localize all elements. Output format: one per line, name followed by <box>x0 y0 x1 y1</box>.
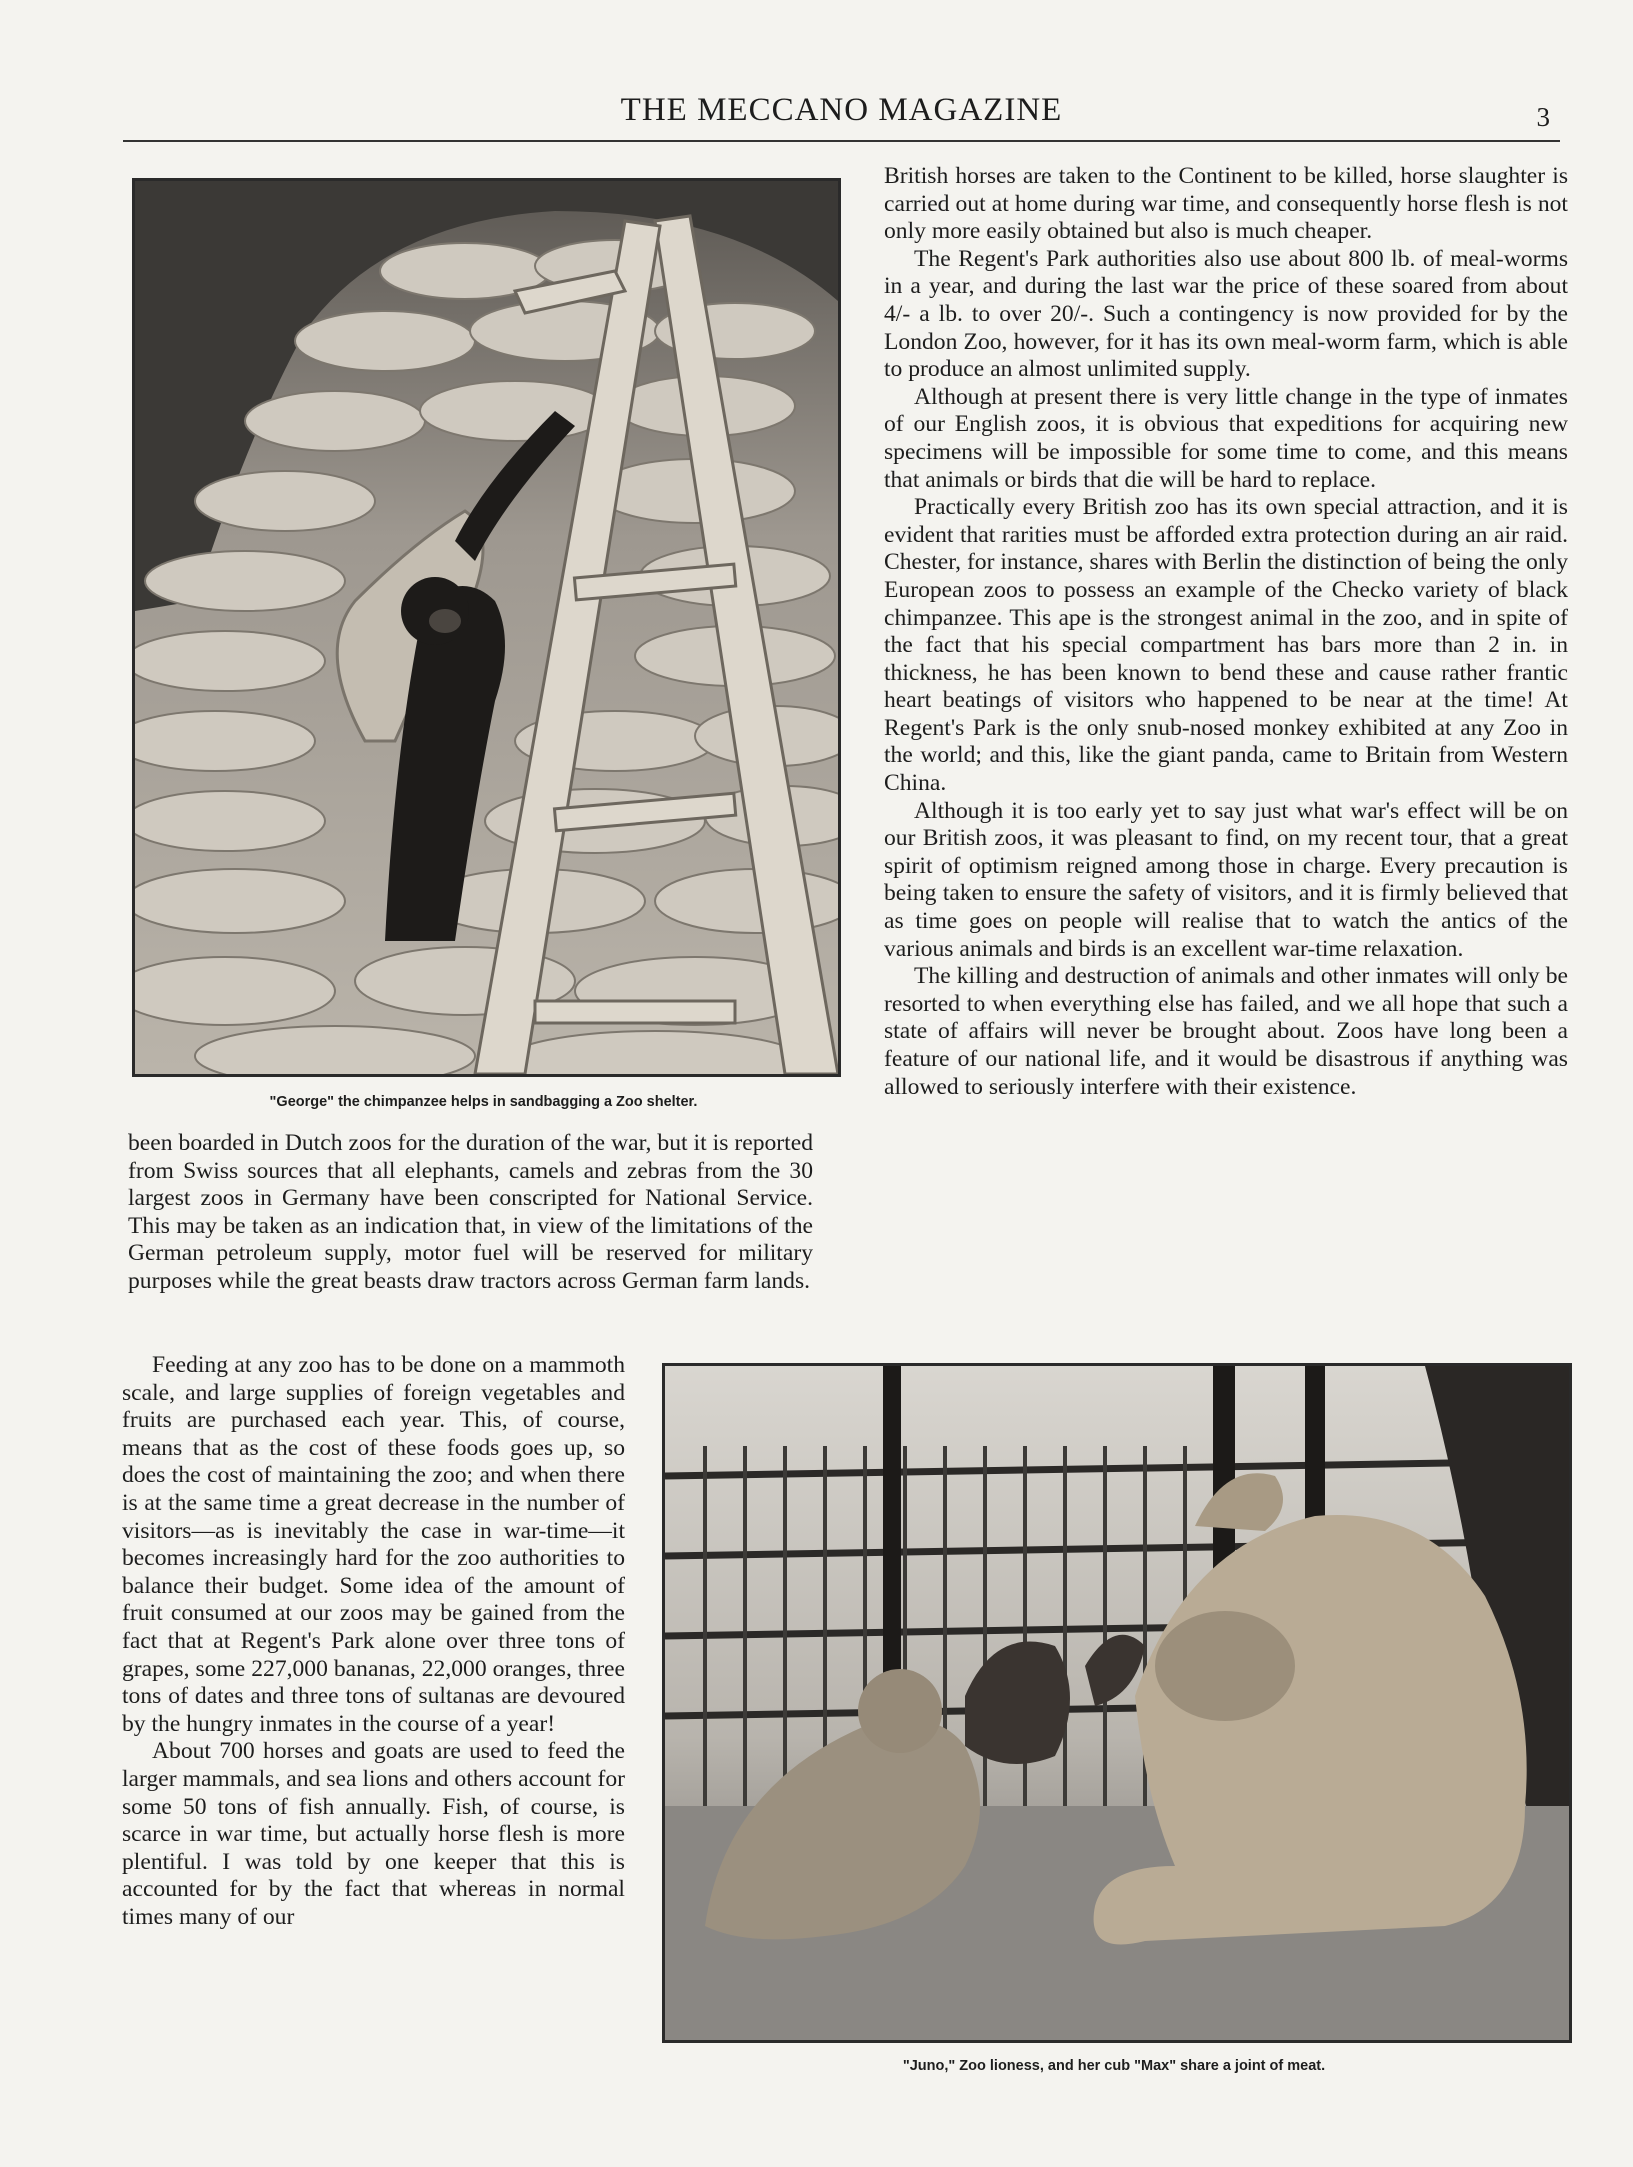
paragraph: Feeding at any zoo has to be done on a mammoth scale, and large supplies of foreign vegetables and fruits are purchased each year. This, of course, means that as the cost of these foods goes up, so does the cost of maintaining the zoo; and when there is at the same time a great decrease in the number of visitors—as is inevitably the case in war-time—it becomes increasingly hard for the zoo authorities to balance their budget. Some idea of the amount of fruit consumed at our zoos may be gained from the fact that at Regent's Park alone over three tons of grapes, some 227,000 bananas, 22,000 oranges, three tons of dates and three tons of sultanas are devoured by the hungry inmates in the course of a year! <box>122 1352 625 1737</box>
paragraph: The Regent's Park authorities also use about 800 lb. of meal-worms in a year, and during the last war the price of these soared from about 4/- a lb. to over 20/-. Such a contingency is now provided for by the London Zoo, however, for it has its own meal-worm farm, which is able to produce an almost unlimited supply. <box>884 245 1568 383</box>
article-right-column <box>884 163 1568 1101</box>
chimpanzee-photo-illustration <box>135 181 838 1074</box>
paragraph: been boarded in Dutch zoos for the duration of the war, but it is reported from Swiss sources that all elephants, camels and zebras from the 30 largest zoos in Germany have been conscripted for National Service. This may be taken as an indication that, in view of the limitations of the German petroleum supply, motor fuel will be reserved for military purposes while the great beasts draw tractors across German farm lands. <box>128 1130 813 1294</box>
magazine-title: THE MECCANO MAGAZINE <box>620 92 1063 128</box>
lioness-cub-photo-caption: "Juno," Zoo lioness, and her cub "Max" share a joint of meat. <box>902 2058 1326 2074</box>
page-number: 3 <box>1536 102 1550 132</box>
paragraph: British horses are taken to the Continent to be killed, horse slaughter is carried out at home during war time, and consequently horse flesh is not only more easily obtained but also is much cheaper. <box>884 163 1568 245</box>
paragraph: Although at present there is very little change in the type of inmates of our English zoos, it is obvious that expeditions for acquiring new specimens will be impossible for some time to come, and this means that animals or birds that die will be hard to replace. <box>884 383 1568 493</box>
chimpanzee-photo <box>132 178 841 1077</box>
lioness-cub-photo-illustration <box>665 1366 1569 2040</box>
paragraph: The killing and destruction of animals and other inmates will only be resorted to when everything else has failed, and we all hope that such a state of affairs will never be brought about. Zoos have long been a feature of our national life, and it would be disastrous if anything was allowed to seriously interfere with their existence. <box>884 963 1568 1100</box>
article-left-column-bottom <box>122 1352 625 1931</box>
page-header <box>123 88 1560 142</box>
chimpanzee-photo-caption: "George" the chimpanzee helps in sandbagging a Zoo shelter. <box>269 1094 698 1110</box>
paragraph: Practically every British zoo has its own special attraction, and it is evident that rarities must be afforded extra protection during an air raid. Chester, for instance, shares with Berlin the distinction of being the only European zoos to possess an example of the Checko variety of black chimpanzee. This ape is the strongest animal in the zoo, and in spite of the fact that his special compartment has bars more than 2 in. in thickness, he has been known to bend these and cause rather frantic heart beatings of visitors who happened to be near at the time! At Regent's Park is the only snub-nosed monkey exhibited at any Zoo in the world; and this, like the giant panda, came to Britain from Western China. <box>884 494 1568 797</box>
paragraph: About 700 horses and goats are used to feed the larger mammals, and sea lions and others account for some 50 tons of fish annually. Fish, of course, is scarce in war time, but actually horse flesh is more plentiful. I was told by one keeper that this is accounted for by the fact that whereas in normal times many of our <box>122 1738 625 1930</box>
lioness-cub-photo <box>662 1363 1572 2043</box>
paragraph: Although it is too early yet to say just what war's effect will be on our British zoos, it was pleasant to find, on my recent tour, that a great spirit of optimism reigned among those in charge. Every precaution is being taken to ensure the safety of visitors, and it is firmly believed that as time goes on people will realise that to watch the antics of the various animals and birds is an excellent war-time relaxation. <box>884 797 1568 962</box>
article-left-column-top <box>128 1130 813 1296</box>
